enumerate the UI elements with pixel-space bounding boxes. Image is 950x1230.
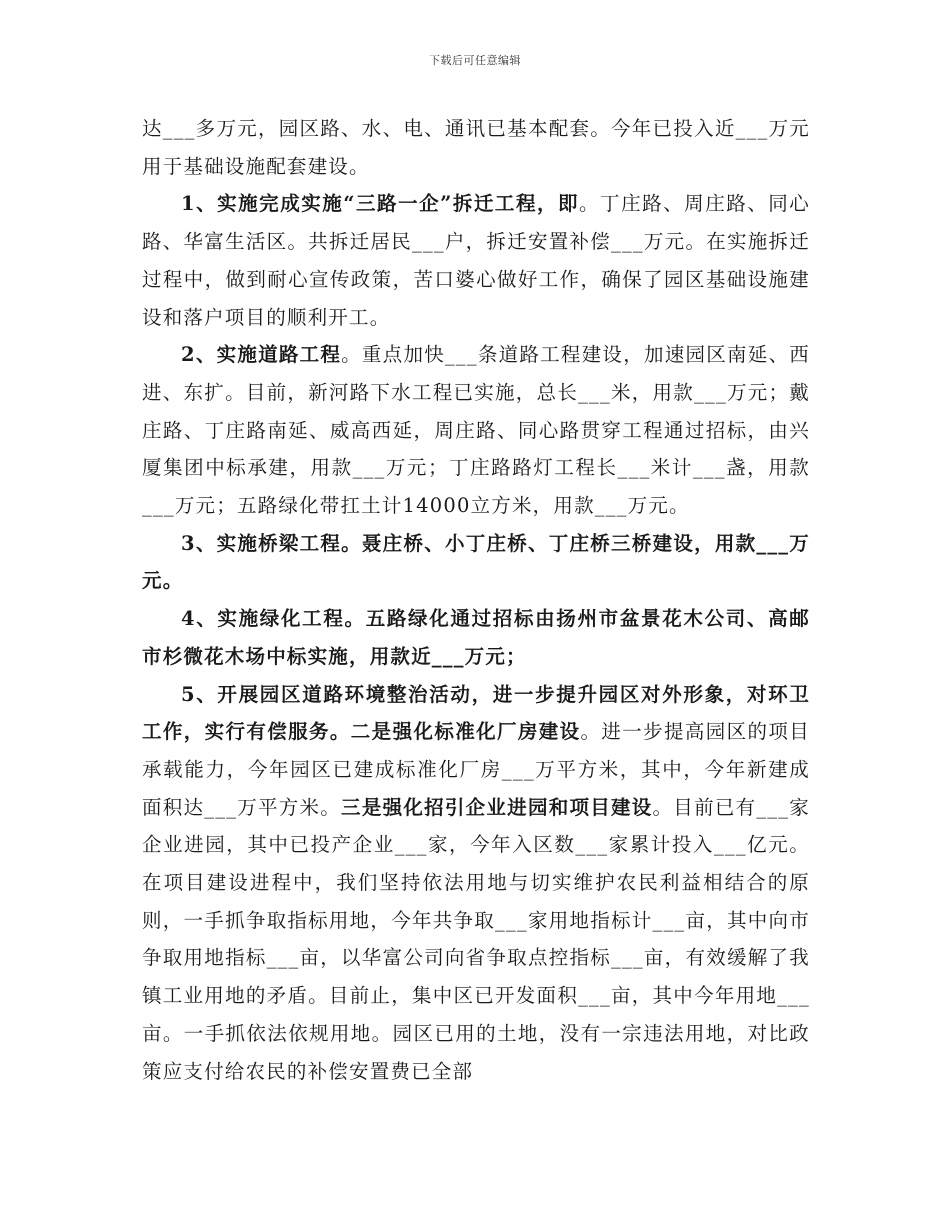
paragraph-infrastructure-intro — [142, 110, 810, 185]
paragraph-heading: 2、实施道路工程 — [181, 343, 342, 367]
paragraph-text: 达___多万元，园区路、水、电、通讯已基本配套。今年已投入近___万元用于基础设施配套建设。 — [142, 117, 810, 178]
paragraph-text: 。丁庄路、周庄路、同心路、华富生活区。共拆迁居民___户，拆迁安置补偿___万元。在实施拆迁过程中，做到耐心宣传政策，苦口婆心做好工作，确保了园区基础设施建设和落户项目的顺利开工。 — [142, 192, 810, 329]
paragraph-subheading: 三是强化招引企业进园和项目建设 — [341, 795, 653, 819]
paragraph-demolition-project — [142, 185, 810, 336]
paragraph-bridge-project — [142, 525, 810, 600]
paragraph-environment-and-factory — [142, 676, 810, 1091]
document-body — [142, 110, 810, 1090]
paragraph-heading: 1、实施完成实施“三路一企”拆迁工程，即 — [181, 192, 580, 216]
paragraph-heading: 4、实施绿化工程。五路绿化通过招标由扬州市盆景花木公司、高邮市杉微花木场中标实施，用款近___万元； — [142, 607, 810, 668]
paragraph-heading: 5、开展园区道路环境整治活动，进一步提升园区对外形象，对环卫工作，实行有偿服务。二是强化标准化厂房建设 — [142, 682, 810, 744]
paragraph-text: 。进一步提高园区的项目承载能力，今年园区已建成标准化厂房___万平方米，其中，今年新建成面积达___万平方米。 — [142, 720, 811, 819]
paragraph-text: 。目前已有___家企业进园，其中已投产企业___家，今年入区数___家累计投入___亿元。在项目建设进程中，我们坚持依法用地与切实维护农民利益相结合的原则，一手抓争取指标用地，今年共争取___家用地指标计___亩，其中向市争取用地指标___亩，以华富公司向省争取点控指标___亩，有效缓解了我镇工业用地的矛盾。目前止，集中区已开发面积___亩，其中今年用地___亩。一手抓依法依规用地。园区已用的土地，没有一宗违法用地，对比政策应支付给农民的补偿安置费已全部 — [142, 795, 810, 1083]
paragraph-greening-project — [142, 600, 810, 675]
paragraph-text: 。重点加快___条道路工程建设，加速园区南延、西进、东扩。目前，新河路下水工程已实施，总长___米，用款___万元；戴庄路、丁庄路南延、威高西延，周庄路、同心路贯穿工程通过招标，由兴厦集团中标承建，用款___万元；丁庄路路灯工程长___米计___盏，用款___万元；五路绿化带扛土计14000立方米，用款___万元。 — [142, 343, 810, 518]
paragraph-heading: 3、实施桥梁工程。聂庄桥、小丁庄桥、丁庄桥三桥建设，用款___万元。 — [142, 531, 810, 593]
page-header: 下载后可任意编辑 — [429, 54, 521, 67]
paragraph-road-project — [142, 336, 810, 525]
